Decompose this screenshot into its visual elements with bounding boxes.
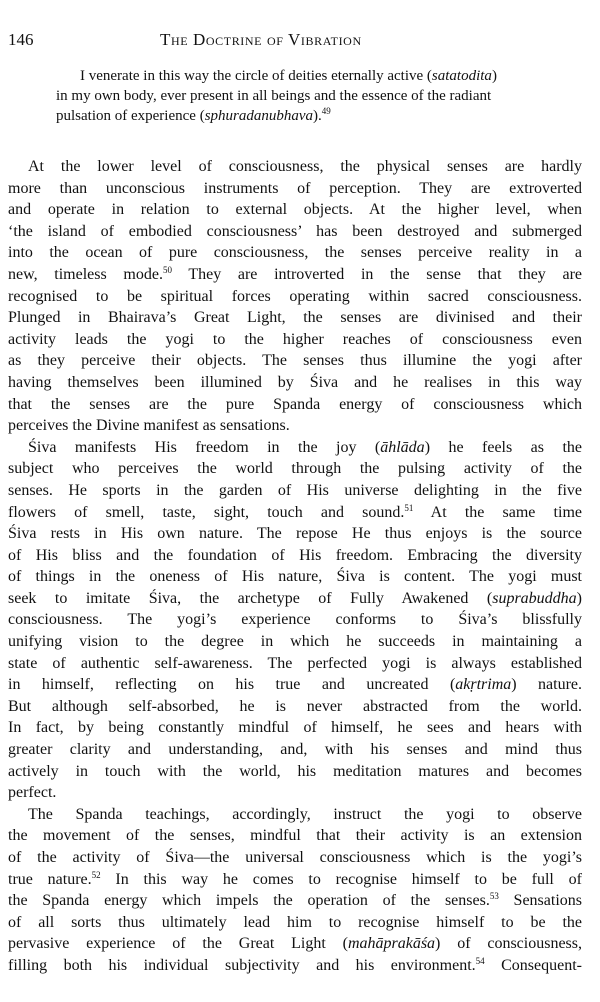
text-line: greater clarity and understanding, and, with his senses and mind thus: [8, 741, 582, 759]
quote-line: I venerate in this way the circle of deities eternally active (satatodita): [80, 68, 497, 84]
text-line: Śiva rests in His own nature. The repose He thus enjoys is the source: [8, 525, 582, 543]
text-line: and operate in relation to external objects. At the higher level, when: [8, 201, 582, 219]
paragraph: [8, 804, 582, 977]
text-line: the Spanda energy which impels the operation of the senses.$^{53}$ Sensations: [8, 891, 582, 910]
text-line: activity leads the yogi to the higher reaches of consciousness even: [8, 330, 582, 348]
text-line: perfect.: [8, 784, 57, 802]
text-line: that the senses are the pure Spanda energy of consciousness which: [8, 395, 582, 413]
text-line: In fact, by being constantly mindful of himself, he sees and hears with: [8, 719, 582, 737]
quote-line: in my own body, ever present in all beings and the essence of the radiant: [56, 88, 492, 104]
text-line: seek to imitate Śiva, the archetype of Fully Awakened (suprabuddha): [8, 589, 582, 607]
text-line: At the lower level of consciousness, the physical senses are hardly: [28, 158, 582, 175]
text-line: consciousness. The yogi’s experience conforms to Śiva’s blissfully: [8, 611, 582, 629]
running-head: [0, 30, 600, 52]
text-line: perceives the Divine manifest as sensations.: [8, 417, 290, 435]
running-title: The Doctrine of Vibration: [160, 30, 362, 49]
paragraph: [8, 156, 582, 437]
text-line: But although self-absorbed, he is never abstracted from the world.: [8, 697, 582, 715]
text-line: into the ocean of pure consciousness, the senses perceive reality in a: [8, 244, 582, 262]
text-line: true nature.$^{52}$ In this way he comes to recognise himself to be full of: [8, 869, 582, 888]
text-line: subject who perceives the world through the pulsing activity of the: [8, 460, 582, 478]
text-line: the movement of the senses, mindful that their activity is an extension: [8, 827, 582, 845]
text-line: The Spanda teachings, accordingly, instruct the yogi to observe: [28, 805, 582, 823]
text-line: of His bliss and the foundation of His freedom. Embracing the diversity: [8, 546, 582, 564]
text-line: unifying vision to the degree in which he succeeds in maintaining a: [8, 633, 582, 651]
text-line: in himself, reflecting on his true and uncreated (akṛtrima) nature.: [8, 676, 582, 694]
body-text: [8, 156, 582, 977]
text-line: flowers of smell, taste, sight, touch and sound.$^{51}$ At the same time: [8, 502, 582, 521]
text-line: of all sorts thus ultimately lead him to recognise himself to be the: [8, 913, 582, 931]
text-line: state of authentic self-awareness. The perfected yogi is always established: [8, 654, 582, 672]
text-line: of the activity of Śiva—the universal consciousness which is the yogi’s: [8, 849, 582, 866]
text-line: ‘the island of embodied consciousness’ has been destroyed and submerged: [8, 222, 582, 240]
text-line: more than unconscious instruments of perception. They are extroverted: [8, 179, 582, 197]
text-line: actively in touch with the world, his meditation matures and becomes: [8, 762, 582, 780]
text-line: as they perceive their objects. The senses thus illumine the yogi after: [8, 352, 582, 370]
paragraph: [8, 437, 582, 804]
text-line: new, timeless mode.$^{50}$ They are introverted in the sense that they are: [8, 264, 583, 283]
text-line: of things in the oneness of His nature, Śiva is content. The yogi must: [8, 568, 582, 586]
text-line: having themselves been illumined by Śiva and he realises in this way: [8, 373, 582, 391]
text-line: pervasive experience of the Great Light (mahāprakāśa) of consciousness,: [8, 935, 583, 953]
text-line: senses. He sports in the garden of His universe delighting in the five: [8, 481, 582, 499]
text-line: Śiva manifests His freedom in the joy (āhlāda) he feels as the: [28, 438, 583, 456]
text-line: filling both his individual subjectivity and his environment.$^{54}$ Consequent-: [8, 955, 583, 974]
text-line: Plunged in Bhairava’s Great Light, the senses are divinised and their: [8, 309, 582, 327]
block-quote: [56, 66, 532, 126]
quote-line: pulsation of experience (sphuradanubhava).$^{49}$: [56, 106, 331, 124]
text-line: recognised to be spiritual forces operating within sacred consciousness.: [8, 287, 582, 305]
page-number: 146: [8, 30, 34, 49]
